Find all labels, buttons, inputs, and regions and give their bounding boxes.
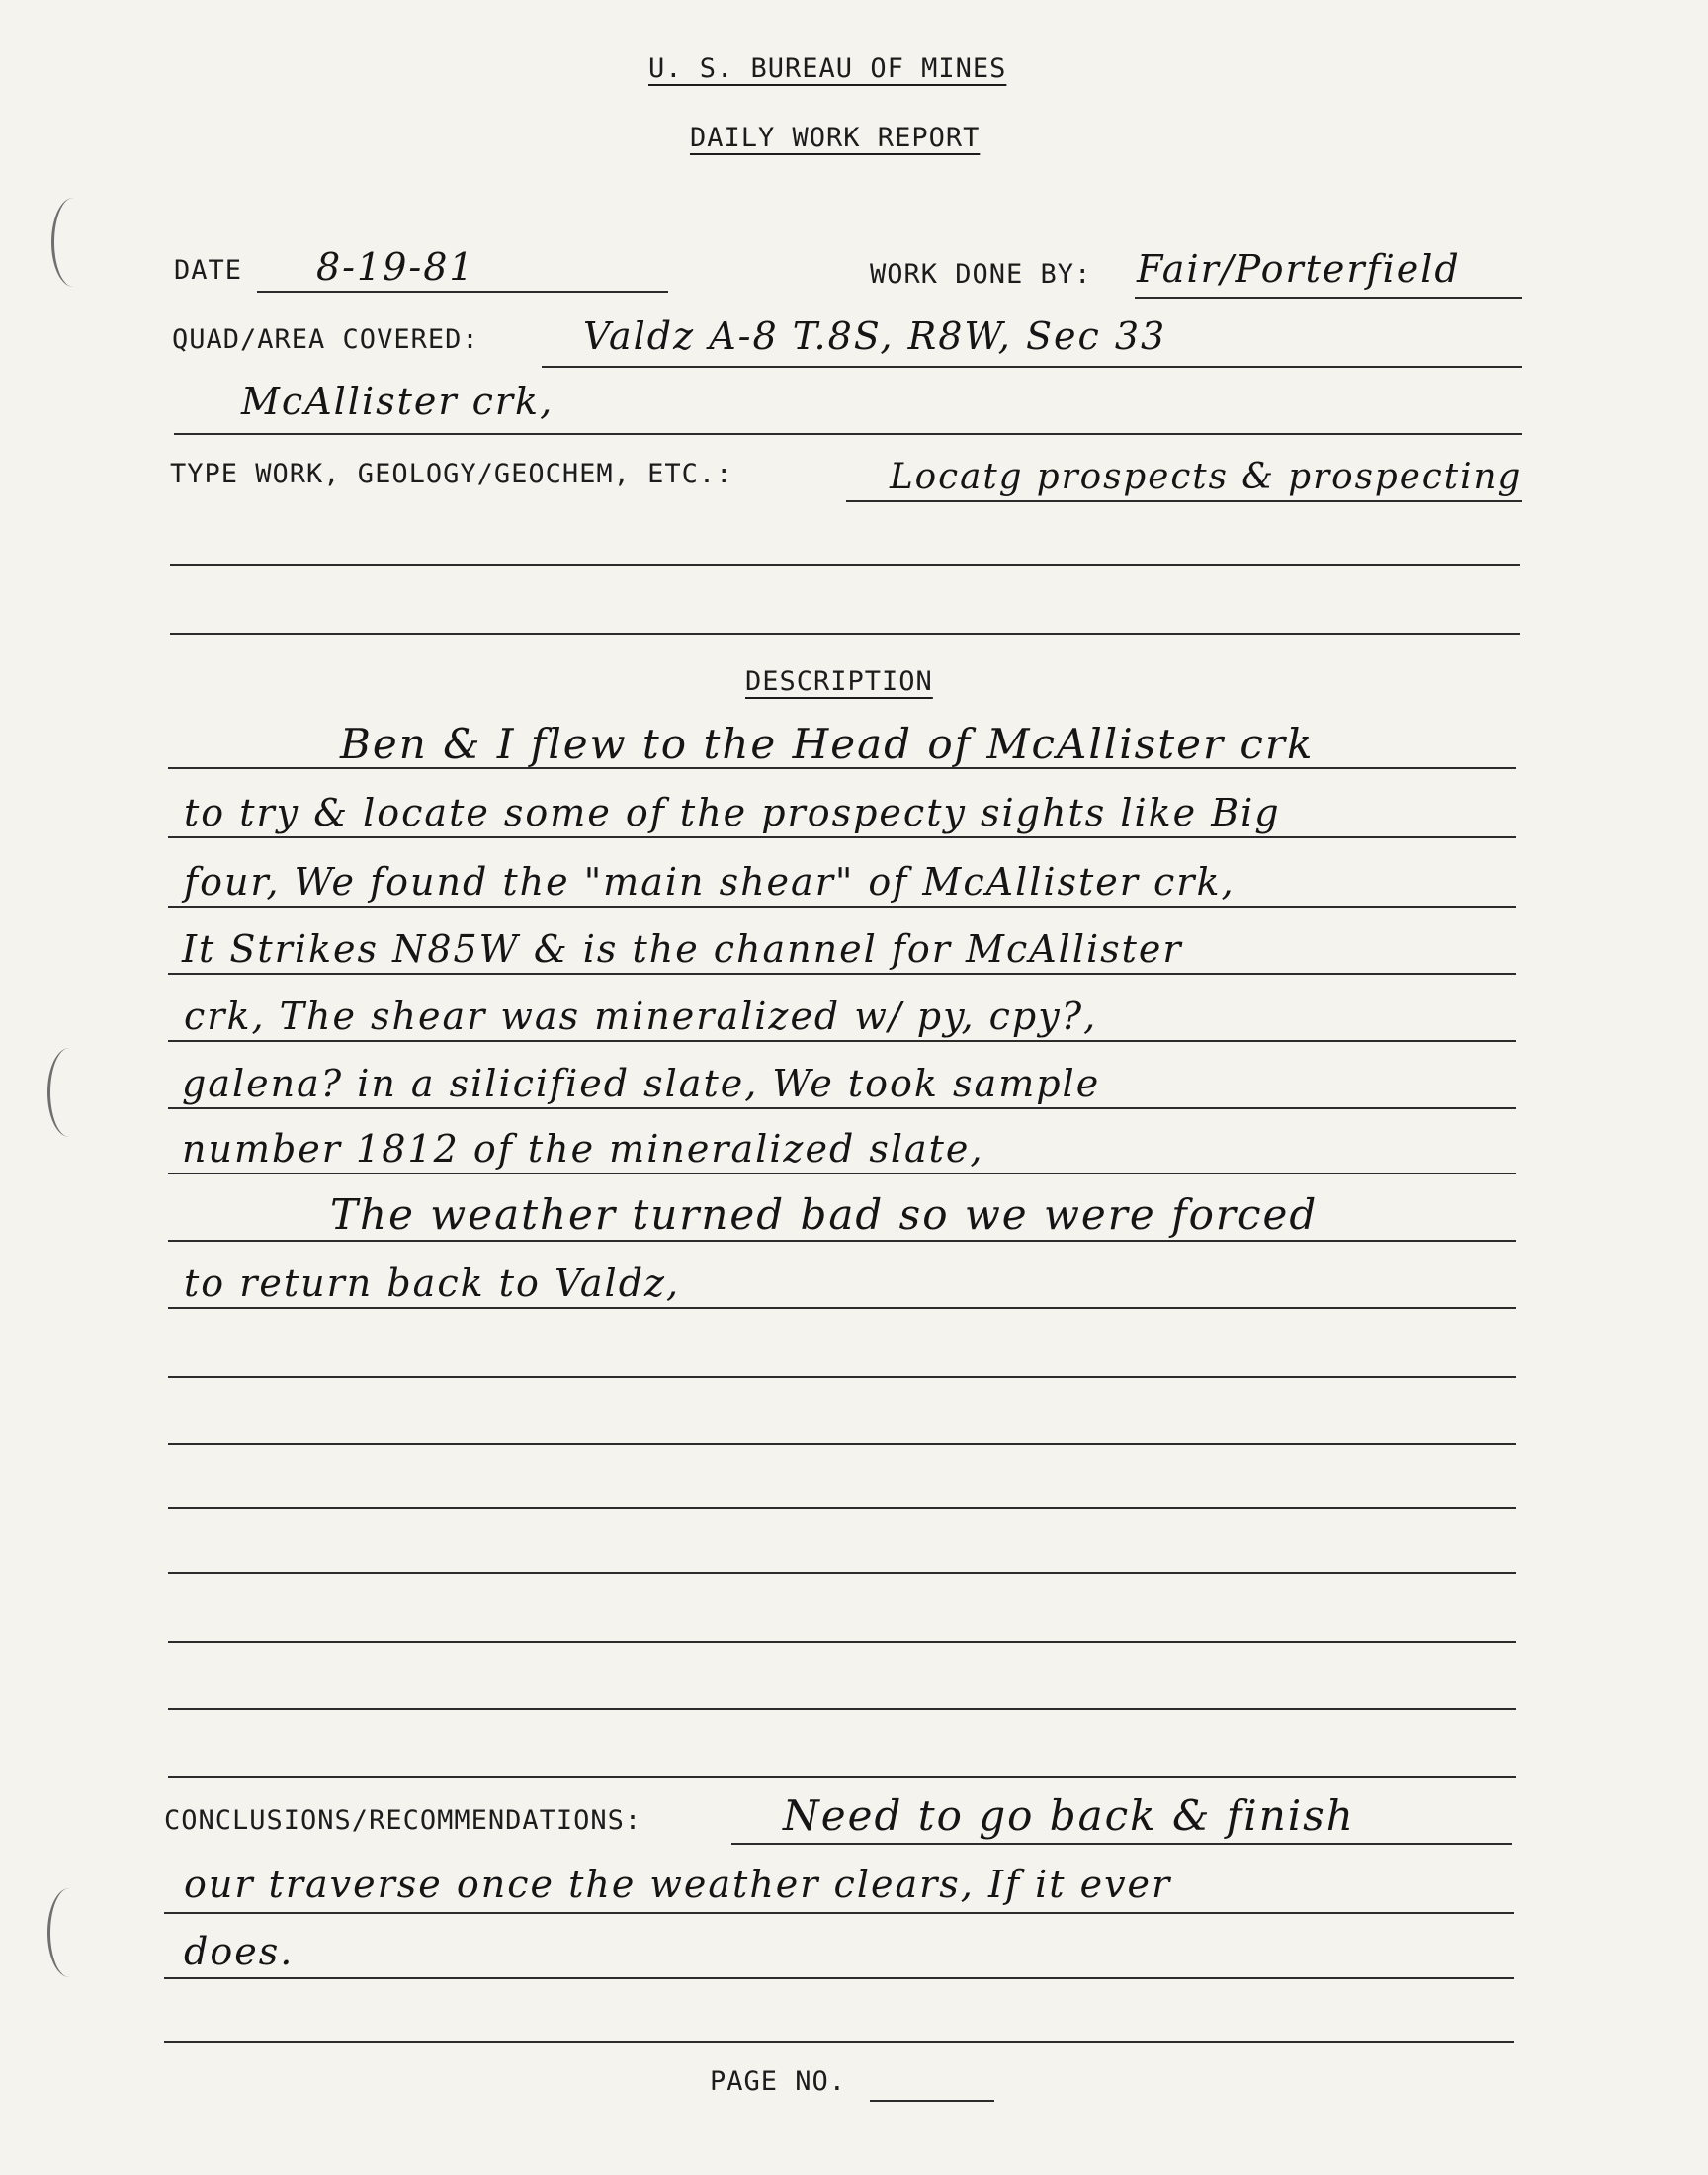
conclusions-line-2 [164, 1912, 1514, 1914]
desc-line [168, 1040, 1516, 1042]
quad-value-line-2: McAllister crk, [241, 380, 555, 423]
page-no-line [870, 2100, 994, 2102]
page-no-label: PAGE NO. [710, 2066, 847, 2097]
conclusions-line-1 [731, 1843, 1512, 1845]
description-line-4: It Strikes N85W & is the channel for McAllister [182, 927, 1183, 971]
desc-line [168, 1708, 1516, 1710]
type-work-line-3 [170, 633, 1520, 635]
type-work-value: Locatg prospects & prospecting [890, 457, 1523, 497]
conclusions-label: CONCLUSIONS/RECOMMENDATIONS: [164, 1805, 642, 1836]
quad-value-line-1: Valdz A-8 T.8S, R8W, Sec 33 [583, 314, 1167, 358]
desc-line [168, 836, 1516, 838]
description-line-9: to return back to Valdz, [184, 1262, 681, 1305]
conclusions-line-1-text: Need to go back & finish [783, 1791, 1355, 1840]
date-value: 8-19-81 [316, 245, 475, 289]
conclusions-line-4 [164, 2041, 1514, 2043]
desc-line [168, 1572, 1516, 1574]
desc-line [168, 1376, 1516, 1378]
report-title: DAILY WORK REPORT [690, 123, 981, 153]
date-label: DATE [174, 255, 243, 286]
type-work-line-2 [170, 564, 1520, 566]
work-done-by-line [1135, 297, 1522, 299]
description-line-7: number 1812 of the mineralized slate, [182, 1127, 984, 1171]
description-line-8: The weather turned bad so we were forced [330, 1190, 1319, 1239]
desc-line [168, 906, 1516, 908]
desc-line [168, 1173, 1516, 1174]
desc-line [168, 1776, 1516, 1778]
desc-line [168, 1443, 1516, 1445]
work-done-by-label: WORK DONE BY: [870, 259, 1092, 290]
desc-line [168, 1307, 1516, 1309]
desc-line [168, 973, 1516, 975]
punch-hole-middle [47, 1048, 84, 1137]
desc-line [168, 1107, 1516, 1109]
date-line [257, 291, 668, 293]
desc-line [168, 1240, 1516, 1242]
type-work-line-1 [846, 500, 1522, 502]
description-line-2: to try & locate some of the prospecty sights like Big [184, 791, 1281, 834]
quad-label: QUAD/AREA COVERED: [172, 324, 479, 355]
punch-hole-bottom [47, 1888, 84, 1977]
quad-line-1 [542, 366, 1522, 368]
description-line-5: crk, The shear was mineralized w/ py, cpy?, [184, 995, 1098, 1038]
desc-line [168, 1507, 1516, 1509]
description-heading: DESCRIPTION [745, 666, 933, 697]
conclusions-line-3-text: does. [184, 1930, 295, 1973]
work-done-by-value: Fair/Porterfield [1137, 247, 1461, 291]
desc-line [168, 1641, 1516, 1643]
type-work-label: TYPE WORK, GEOLOGY/GEOCHEM, ETC.: [170, 459, 733, 489]
quad-line-2 [174, 433, 1522, 435]
punch-hole-top [51, 198, 88, 287]
conclusions-line-3 [164, 1977, 1514, 1979]
description-line-1: Ben & I flew to the Head of McAllister crk [340, 720, 1315, 768]
conclusions-line-2-text: our traverse once the weather clears, If it ever [184, 1863, 1172, 1906]
org-heading: U. S. BUREAU OF MINES [648, 53, 1007, 84]
description-line-3: four, We found the "main shear" of McAllister crk, [184, 860, 1236, 904]
description-line-6: galena? in a silicified slate, We took sample [182, 1062, 1101, 1105]
